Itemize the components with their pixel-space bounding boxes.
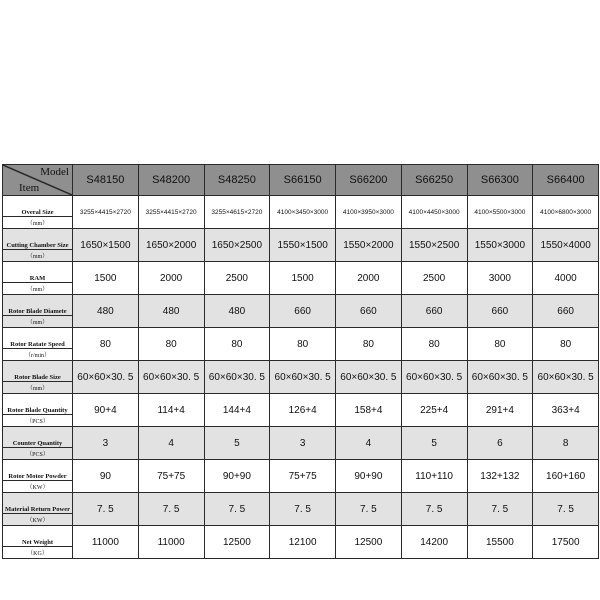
spec-value: 3 xyxy=(270,427,336,460)
spec-row xyxy=(3,526,599,547)
spec-value: 1500 xyxy=(270,262,336,295)
spec-value: 17500 xyxy=(533,526,599,559)
spec-value: 75+75 xyxy=(270,460,336,493)
spec-value: 2500 xyxy=(204,262,270,295)
spec-value: 60×60×30. 5 xyxy=(73,361,139,394)
spec-value: 5 xyxy=(401,427,467,460)
spec-value: 7. 5 xyxy=(336,493,402,526)
spec-value: 1550×2500 xyxy=(401,229,467,262)
spec-value: 80 xyxy=(204,328,270,361)
spec-label: RAM xyxy=(3,262,73,283)
spec-value: 80 xyxy=(467,328,533,361)
spec-value: 80 xyxy=(138,328,204,361)
spec-value: 225+4 xyxy=(401,394,467,427)
spec-value: 132+132 xyxy=(467,460,533,493)
spec-value: 3255×4415×2720 xyxy=(73,196,139,229)
spec-label: Rotor Blade Diamete xyxy=(3,295,73,316)
model-header: S66200 xyxy=(336,165,402,196)
spec-value: 12100 xyxy=(270,526,336,559)
spec-value: 80 xyxy=(73,328,139,361)
spec-value: 4100×3450×3000 xyxy=(270,196,336,229)
spec-row xyxy=(3,328,599,349)
corner-cell xyxy=(3,165,73,196)
spec-value: 60×60×30. 5 xyxy=(270,361,336,394)
spec-row xyxy=(3,361,599,382)
spec-value: 60×60×30. 5 xyxy=(533,361,599,394)
spec-value: 4100×4450×3000 xyxy=(401,196,467,229)
spec-value: 480 xyxy=(204,295,270,328)
spec-label: Rotor Motor Powder xyxy=(3,460,73,481)
spec-value: 11000 xyxy=(138,526,204,559)
spec-value: 4 xyxy=(336,427,402,460)
spec-value: 660 xyxy=(270,295,336,328)
spec-label: Counter Quantity xyxy=(3,427,73,448)
spec-value: 60×60×30. 5 xyxy=(204,361,270,394)
spec-value: 90+90 xyxy=(336,460,402,493)
spec-value: 1550×4000 xyxy=(533,229,599,262)
spec-label: Net Weight xyxy=(3,526,73,547)
spec-value: 480 xyxy=(73,295,139,328)
spec-value: 90+90 xyxy=(204,460,270,493)
spec-value: 4100×5500×3000 xyxy=(467,196,533,229)
spec-value: 114+4 xyxy=(138,394,204,427)
spec-value: 291+4 xyxy=(467,394,533,427)
spec-value: 1500 xyxy=(73,262,139,295)
spec-value: 8 xyxy=(533,427,599,460)
spec-value: 60×60×30. 5 xyxy=(467,361,533,394)
spec-value: 1650×2500 xyxy=(204,229,270,262)
spec-value: 7. 5 xyxy=(204,493,270,526)
spec-value: 2000 xyxy=(138,262,204,295)
spec-value: 12500 xyxy=(336,526,402,559)
spec-table xyxy=(2,164,599,559)
spec-row xyxy=(3,262,599,283)
spec-label: Cutting Chamber Size xyxy=(3,229,73,250)
model-header: S66150 xyxy=(270,165,336,196)
spec-value: 1650×1500 xyxy=(73,229,139,262)
spec-value: 4 xyxy=(138,427,204,460)
spec-unit: （KG） xyxy=(3,547,73,559)
spec-value: 60×60×30. 5 xyxy=(401,361,467,394)
spec-label: Rotor Blade Quantity xyxy=(3,394,73,415)
spec-value: 363+4 xyxy=(533,394,599,427)
spec-unit: （KW） xyxy=(3,481,73,493)
spec-value: 660 xyxy=(533,295,599,328)
spec-value: 7. 5 xyxy=(270,493,336,526)
spec-value: 80 xyxy=(270,328,336,361)
spec-value: 15500 xyxy=(467,526,533,559)
spec-value: 14200 xyxy=(401,526,467,559)
spec-value: 3 xyxy=(73,427,139,460)
spec-unit: （mm） xyxy=(3,250,73,262)
spec-value: 660 xyxy=(401,295,467,328)
spec-value: 60×60×30. 5 xyxy=(336,361,402,394)
spec-label: Overal Size xyxy=(3,196,73,217)
spec-unit: （mm） xyxy=(3,217,73,229)
spec-value: 90 xyxy=(73,460,139,493)
spec-value: 4000 xyxy=(533,262,599,295)
spec-value: 3000 xyxy=(467,262,533,295)
spec-row xyxy=(3,196,599,217)
spec-unit: （PCS） xyxy=(3,415,73,427)
spec-value: 3255×4415×2720 xyxy=(138,196,204,229)
spec-unit: （mm） xyxy=(3,316,73,328)
spec-value: 660 xyxy=(336,295,402,328)
spec-value: 75+75 xyxy=(138,460,204,493)
spec-value: 5 xyxy=(204,427,270,460)
spec-value: 4100×3950×3000 xyxy=(336,196,402,229)
spec-value: 7. 5 xyxy=(467,493,533,526)
spec-value: 12500 xyxy=(204,526,270,559)
spec-value: 3255×4615×2720 xyxy=(204,196,270,229)
spec-value: 80 xyxy=(533,328,599,361)
model-header: S66250 xyxy=(401,165,467,196)
spec-unit: （mm） xyxy=(3,382,73,394)
spec-unit: （r/min） xyxy=(3,349,73,361)
item-label: Item xyxy=(19,182,40,194)
spec-value: 660 xyxy=(467,295,533,328)
spec-value: 11000 xyxy=(73,526,139,559)
spec-value: 2500 xyxy=(401,262,467,295)
header-row xyxy=(3,165,599,196)
spec-value: 2000 xyxy=(336,262,402,295)
model-header: S48250 xyxy=(204,165,270,196)
spec-value: 126+4 xyxy=(270,394,336,427)
spec-value: 110+110 xyxy=(401,460,467,493)
model-header: S48200 xyxy=(138,165,204,196)
spec-row xyxy=(3,229,599,250)
model-header: S66300 xyxy=(467,165,533,196)
spec-row xyxy=(3,427,599,448)
spec-value: 1550×2000 xyxy=(336,229,402,262)
spec-value: 90+4 xyxy=(73,394,139,427)
spec-row xyxy=(3,460,599,481)
spec-value: 480 xyxy=(138,295,204,328)
spec-value: 158+4 xyxy=(336,394,402,427)
spec-value: 7. 5 xyxy=(401,493,467,526)
spec-value: 6 xyxy=(467,427,533,460)
spec-unit: （mm） xyxy=(3,283,73,295)
spec-value: 1550×3000 xyxy=(467,229,533,262)
spec-row xyxy=(3,295,599,316)
spec-row xyxy=(3,493,599,514)
spec-value: 7. 5 xyxy=(73,493,139,526)
spec-unit: （PCS） xyxy=(3,448,73,460)
spec-label: Rotor Blade Size xyxy=(3,361,73,382)
spec-value: 160+160 xyxy=(533,460,599,493)
spec-label: Rotor Ratate Speed xyxy=(3,328,73,349)
spec-value: 1550×1500 xyxy=(270,229,336,262)
model-header: S66400 xyxy=(533,165,599,196)
spec-value: 80 xyxy=(401,328,467,361)
model-label: Model xyxy=(40,166,69,178)
spec-value: 4100×6800×3000 xyxy=(533,196,599,229)
model-header: S48150 xyxy=(73,165,139,196)
spec-value: 144+4 xyxy=(204,394,270,427)
spec-label: Material Return Power xyxy=(3,493,73,514)
spec-value: 60×60×30. 5 xyxy=(138,361,204,394)
spec-value: 7. 5 xyxy=(138,493,204,526)
spec-value: 80 xyxy=(336,328,402,361)
spec-unit: （KW） xyxy=(3,514,73,526)
spec-value: 1650×2000 xyxy=(138,229,204,262)
spec-value: 7. 5 xyxy=(533,493,599,526)
spec-row xyxy=(3,394,599,415)
